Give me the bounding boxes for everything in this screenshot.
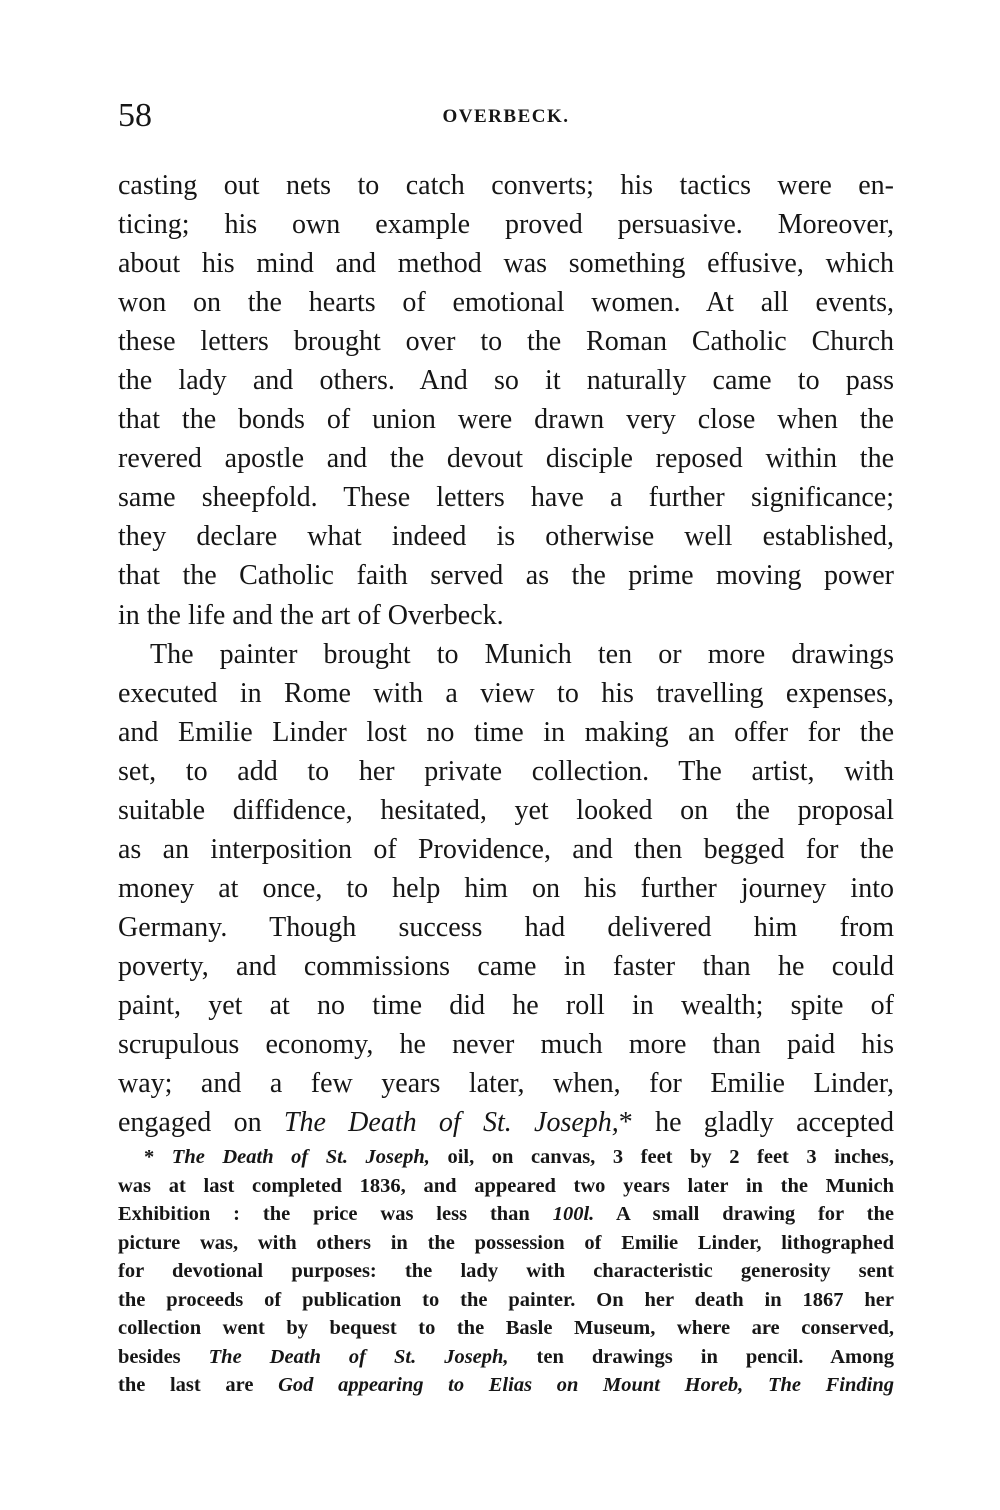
italic-title: The Finding: [767, 1374, 894, 1396]
text-line: and Emilie Linder lost no time in making an offer for the: [118, 716, 894, 748]
text-segment: the last are: [118, 1374, 279, 1396]
text-line: money at once, to help him on his further journey into: [118, 872, 894, 904]
text-line: poverty, and commissions came in faster than he could: [118, 950, 894, 982]
text-line: set, to add to her private collection. The artist, with: [118, 755, 894, 787]
text-line: executed in Rome with a view to his travelling expenses,: [118, 677, 894, 709]
footnote-line: for devotional purposes: the lady with characteristic generosity sent: [118, 1260, 894, 1282]
text-line: suitable diffidence, hesitated, yet looked on the proposal: [118, 794, 894, 826]
text-line: in the life and the art of Overbeck.: [118, 599, 504, 631]
main-text: [118, 166, 894, 1142]
page-number: 58: [118, 97, 152, 134]
footnote-line: picture was, with others in the possession of Emilie Linder, lithographed: [118, 1231, 894, 1254]
running-title: OVERBECK.: [442, 106, 570, 127]
footnote-line: the proceeds of publication to the painter. On her death in 1867 her: [118, 1288, 894, 1311]
footnote-line: [118, 1371, 894, 1400]
text-line: revered apostle and the devout disciple reposed within the: [118, 443, 894, 475]
italic-title: God appearing to Elias on Mount Horeb,: [278, 1374, 744, 1396]
text-line: these letters brought over to the Roman Catholic Church: [118, 326, 894, 358]
text-segment: engaged on: [118, 1107, 284, 1139]
text-line: about his mind and method was something effusive, which: [118, 248, 894, 280]
text-line: the lady and others. And so it naturally came to pass: [118, 365, 894, 397]
text-line: paint, yet at no time did he roll in wealth; spite of: [118, 989, 894, 1021]
paragraph-2: [118, 635, 894, 1143]
footnote-line: [118, 1343, 894, 1372]
text-line: won on the hearts of emotional women. At all events,: [118, 287, 894, 319]
text-line: that the bonds of union were drawn very close when the: [118, 404, 894, 436]
text-segment: besides: [118, 1345, 209, 1368]
text-line: [118, 1103, 894, 1142]
text-line: The painter brought to Munich ten or more drawings: [150, 638, 894, 670]
text-line: way; and a few years later, when, for Emilie Linder,: [118, 1068, 894, 1100]
text-line: that the Catholic faith served as the prime moving power: [118, 560, 894, 592]
italic-title: The Death of St. Joseph,: [208, 1345, 509, 1368]
italic-amount: 100l.: [552, 1203, 595, 1225]
paragraph-1: [118, 166, 894, 635]
page-header: [118, 92, 894, 140]
text-line: same sheepfold. These letters have a further significance;: [118, 482, 894, 514]
footnote-marker: *: [144, 1146, 172, 1168]
text-line: scrupulous economy, he never much more than paid his: [118, 1029, 894, 1061]
footnote-line: collection went by bequest to the Basle Museum, where are conserved,: [118, 1317, 894, 1339]
footnote-line: [118, 1143, 894, 1172]
text-segment: ten drawings in pencil. Among: [508, 1345, 894, 1368]
footnote-reference-and-text: * he gladly accepted: [618, 1107, 894, 1139]
text-line: they declare what indeed is otherwise well established,: [118, 521, 894, 553]
footnote-line: was at last completed 1836, and appeared two years later in the Munich: [118, 1174, 894, 1197]
text-line: Germany. Though success had delivered him from: [118, 911, 894, 943]
footnote-line: [118, 1200, 894, 1229]
italic-title: The Death of St. Joseph,: [283, 1107, 619, 1139]
text-line: ticing; his own example proved persuasive. Moreover,: [118, 209, 894, 241]
text-line: casting out nets to catch converts; his tactics were en-: [118, 170, 894, 201]
text-line: as an interposition of Providence, and then begged for the: [118, 833, 894, 865]
text-segment: oil, on canvas, 3 feet by 2 feet 3 inches,: [429, 1146, 895, 1168]
text-segment: A small drawing for the: [594, 1203, 895, 1225]
text-segment: Exhibition : the price was less than: [118, 1203, 553, 1225]
footnote: [118, 1143, 894, 1400]
italic-title: The Death of St. Joseph,: [171, 1146, 430, 1168]
